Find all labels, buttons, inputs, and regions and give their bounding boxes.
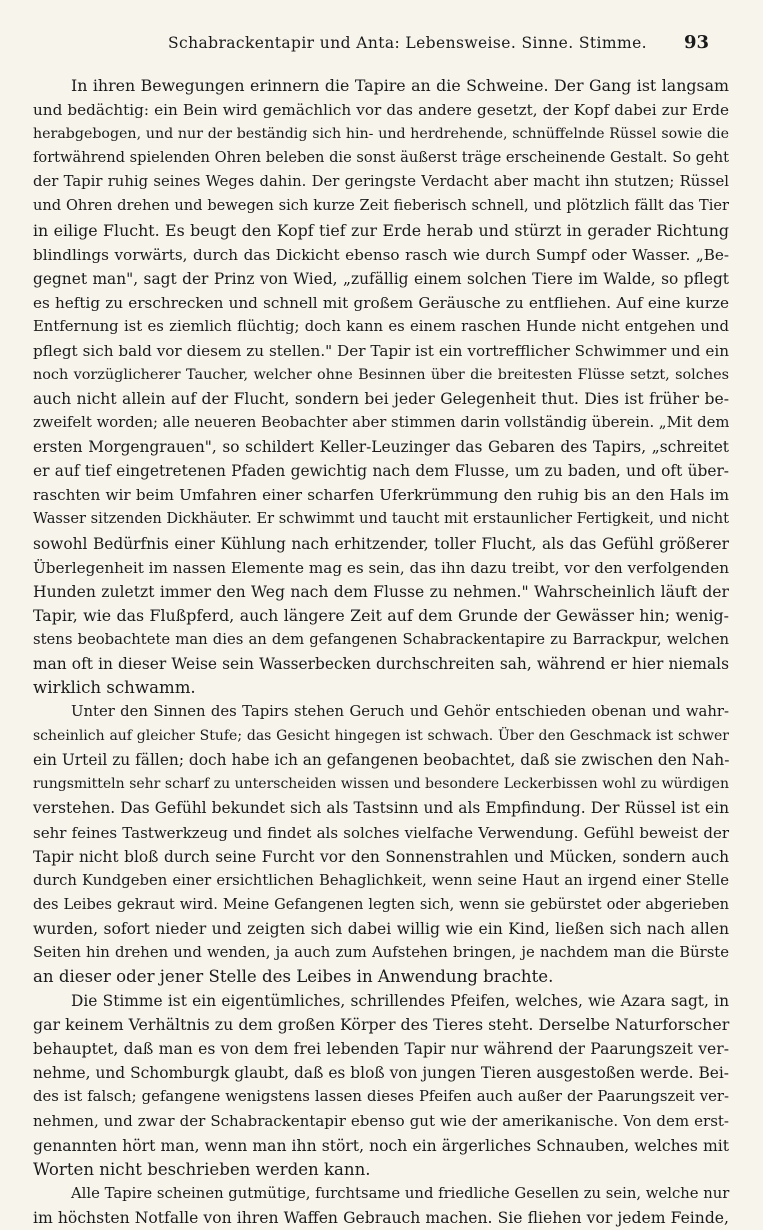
running-title: Schabrackentapir und Anta: Lebensweise. Sinne. Stimme. — [168, 34, 647, 52]
text-line: man oft in dieser Weise sein Wasserbecken durchschreiten sah, während er hier niemals — [33, 654, 729, 673]
text-line: und Ohren drehen und bewegen sich kurze Zeit fieberisch schnell, und plötzlich fällt das Tier — [33, 197, 729, 215]
text-line: Unter den Sinnen des Tapirs stehen Geruch und Gehör entschieden obenan und wahr- — [71, 703, 729, 721]
text-line: noch vorzüglicherer Taucher, welcher ohne Besinnen über die breitesten Flüsse setzt, solches — [33, 367, 729, 383]
text-line: der Tapir ruhig seines Weges dahin. Der geringste Verdacht aber macht ihn stutzen; Rüssel — [33, 173, 729, 191]
text-line: es heftig zu erschrecken und schnell mit großem Geräusche zu entfliehen. Auf eine kurze — [33, 293, 729, 312]
text-line: scheinlich auf gleicher Stufe; das Gesicht hingegen ist schwach. Über den Geschmack ist schwer — [33, 728, 729, 745]
text-line: Die Stimme ist ein eigentümliches, schrillendes Pfeifen, welches, wie Azara sagt, in — [71, 992, 729, 1010]
text-line: Tapir nicht bloß durch seine Furcht vor den Sonnenstrahlen und Mücken, sondern auch — [33, 847, 729, 866]
text-line: ersten Morgengrauen", so schildert Keller-Leuzinger das Gebaren des Tapirs, „schreitet — [33, 438, 729, 457]
text-line: ein Urteil zu fällen; doch habe ich an gefangenen beobachtet, daß sie zwischen den Nah- — [33, 751, 730, 770]
text-line: wurden, sofort nieder und zeigten sich dabei willig wie ein Kind, ließen sich nach allen — [33, 919, 729, 938]
text-line: Alle Tapire scheinen gutmütige, furchtsame und friedliche Gesellen zu sein, welche nur — [71, 1184, 730, 1202]
text-line: nehme, und Schomburgk glaubt, daß es bloß von jungen Tieren ausgestoßen werde. Bei- — [33, 1064, 729, 1083]
text-line: gar keinem Verhältnis zu dem großen Körper des Tieres steht. Derselbe Naturforscher — [33, 1015, 730, 1035]
text-line: verstehen. Das Gefühl bekundet sich als Tastsinn und als Empfindung. Der Rüssel ist ein — [33, 799, 729, 818]
text-line: wirklich schwamm. — [33, 678, 196, 697]
text-line: Tapir, wie das Flußpferd, auch längere Zeit auf dem Grunde der Gewässer hin; wenig- — [33, 605, 729, 625]
text-line: in eilige Flucht. Es beugt den Kopf tief zur Erde herab und stürzt in gerader Richtung — [33, 220, 729, 240]
text-line: an dieser oder jener Stelle des Leibes in Anwendung brachte. — [33, 967, 554, 986]
text-line: im höchsten Notfalle von ihren Waffen Gebrauch machen. Sie fliehen vor jedem Feinde, — [33, 1208, 729, 1227]
text-line: und bedächtig: ein Bein wird gemächlich vor das andere gesetzt, der Kopf dabei zur Erde — [33, 101, 729, 120]
text-line: genannten hört man, wenn man ihn stört, noch ein ärgerliches Schnauben, welches mit — [33, 1136, 729, 1155]
text-line: gegnet man", sagt der Prinz von Wied, „zufällig einem solchen Tiere im Walde, so pflegt — [33, 269, 729, 288]
text-line: Überlegenheit im nassen Elemente mag es sein, das ihn dazu treibt, vor den verfolgenden — [33, 558, 729, 577]
text-line: blindlings vorwärts, durch das Dickicht ebenso rasch wie durch Sumpf oder Wasser. „Be- — [33, 245, 729, 264]
running-head — [0, 34, 763, 60]
text-line: durch Kundgeben einer ersichtlichen Behaglichkeit, wenn seine Haut an irgend einer Stelle — [33, 871, 729, 889]
text-line: stens beobachtete man dies an dem gefangenen Schabrackentapire zu Barrackpur, welchen — [33, 630, 729, 648]
text-line: des Leibes gekraut wird. Meine Gefangenen legten sich, wenn sie gebürstet oder abgerieben — [33, 895, 729, 913]
text-line: behauptet, daß man es von dem frei lebenden Tapir nur während der Paarungszeit ver- — [33, 1040, 729, 1059]
text-line: Wasser sitzenden Dickhäuter. Er schwimmt und taucht mit erstaunlicher Fertigkeit, und nicht — [33, 510, 729, 528]
page-number: 93 — [684, 32, 710, 53]
text-line: In ihren Bewegungen erinnern die Tapire an die Schweine. Der Gang ist langsam — [71, 76, 729, 95]
text-line: auch nicht allein auf der Flucht, sondern bei jeder Gelegenheit thut. Dies ist früher be- — [33, 390, 729, 408]
text-line: sehr feines Tastwerkzeug und findet als solches vielfache Verwendung. Gefühl beweist der — [33, 823, 729, 842]
text-line: Hunden zuletzt immer den Weg nach dem Flusse zu nehmen." Wahrscheinlich läuft der — [33, 582, 729, 601]
text-line: raschten wir beim Umfahren einer scharfen Uferkrümmung den ruhig bis an den Hals im — [33, 486, 729, 505]
text-line: nehmen, und zwar der Schabrackentapir ebenso gut wie der amerikanische. Von dem erst- — [33, 1112, 729, 1131]
text-line: zweifelt worden; alle neueren Beobachter aber stimmen darin vollständig überein. „Mit dem — [33, 414, 730, 432]
text-line: rungsmitteln sehr scharf zu unterscheiden wissen und besondere Leckerbissen wohl zu würdigen — [33, 776, 729, 793]
text-line: er auf tief eingetretenen Pfaden gewichtig nach dem Flusse, um zu baden, und oft über- — [33, 462, 729, 481]
text-line: Seiten hin drehen und wenden, ja auch zum Aufstehen bringen, je nachdem man die Bürste — [33, 943, 729, 961]
text-line: sowohl Bedürfnis einer Kühlung nach erhitzender, toller Flucht, als das Gefühl größerer — [33, 534, 729, 553]
text-line: des ist falsch; gefangene wenigstens lassen dieses Pfeifen auch außer der Paarungszeit ver- — [33, 1088, 729, 1106]
text-line: pflegt sich bald vor diesem zu stellen." Der Tapir ist ein vortrefflicher Schwimmer und ein — [33, 341, 729, 360]
text-line: Worten nicht beschrieben werden kann. — [33, 1159, 371, 1179]
text-line: Entfernung ist es ziemlich flüchtig; doch kann es einem raschen Hunde nicht entgehen und — [33, 317, 729, 335]
text-line: herabgebogen, und nur der beständig sich hin- und herdrehende, schnüffelnde Rüssel sowie die — [33, 126, 729, 143]
text-line: fortwährend spielenden Ohren beleben die sonst äußerst träge erscheinende Gestalt. So geht — [33, 149, 729, 167]
